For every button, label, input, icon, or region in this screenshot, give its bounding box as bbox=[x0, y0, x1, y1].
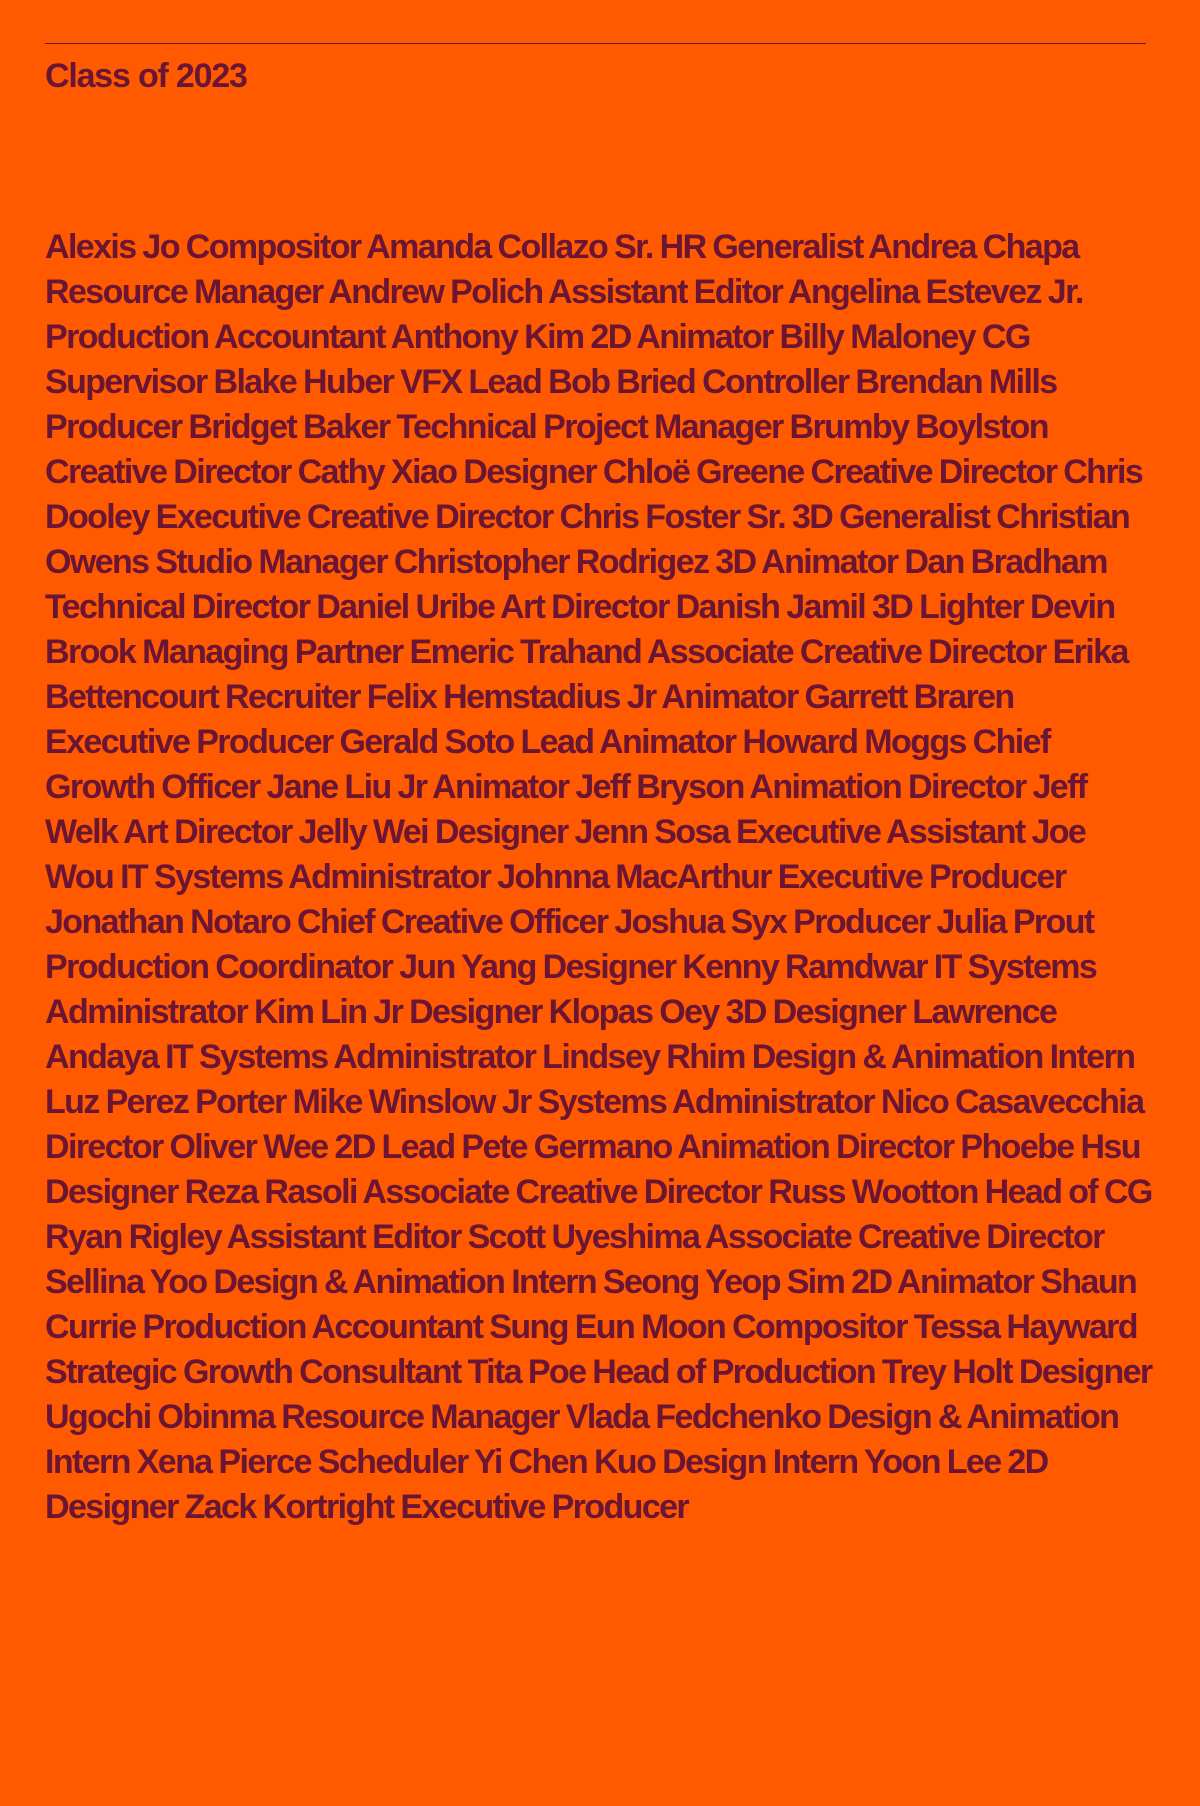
top-divider bbox=[45, 43, 1146, 44]
person-role: Porter bbox=[195, 1083, 286, 1121]
person-name: Amanda Collazo bbox=[366, 228, 608, 266]
person-name: Bridget Baker bbox=[188, 408, 390, 446]
roster-entry bbox=[137, 1443, 468, 1481]
person-role: Production Accountant bbox=[142, 1308, 483, 1346]
person-role: Technical Director bbox=[45, 588, 310, 626]
roster-entry bbox=[614, 903, 929, 941]
roster-entry bbox=[367, 678, 798, 716]
roster-entry bbox=[575, 768, 1025, 806]
roster-entry bbox=[316, 588, 669, 626]
person-role: Jr Designer bbox=[373, 993, 542, 1031]
person-name: Zack Kortright bbox=[184, 1488, 394, 1526]
roster-entry bbox=[169, 1128, 454, 1166]
person-name: Lindsey Rhim bbox=[542, 1038, 745, 1076]
person-role: Executive Producer bbox=[45, 723, 333, 761]
person-name: Jonathan Notaro bbox=[45, 903, 291, 941]
roster-entry bbox=[188, 408, 782, 446]
person-role: Jr Animator bbox=[626, 678, 798, 716]
person-name: Garrett Braren bbox=[804, 678, 1014, 716]
person-name: Shaun Currie bbox=[45, 1263, 1137, 1346]
person-name: Emeric Trahand bbox=[409, 633, 642, 671]
person-role: Jr. Production Accountant bbox=[45, 273, 1083, 356]
person-role: Designer bbox=[542, 948, 676, 986]
roster-entry bbox=[549, 993, 906, 1031]
person-role: Lead Animator bbox=[520, 723, 736, 761]
person-role: Sr. 3D Generalist bbox=[746, 498, 990, 536]
roster-entry bbox=[542, 1038, 1134, 1076]
person-role: Sr. HR Generalist bbox=[614, 228, 863, 266]
roster-entry bbox=[254, 993, 542, 1031]
person-role: Jr Animator bbox=[397, 768, 569, 806]
roster-entry bbox=[45, 1398, 559, 1436]
person-name: Cathy Xiao bbox=[297, 453, 457, 491]
roster-entry bbox=[882, 1353, 1152, 1391]
person-name: Kenny Ramdwar bbox=[682, 948, 927, 986]
person-name: Chris Dooley bbox=[45, 453, 1143, 536]
person-role: Director bbox=[45, 1128, 163, 1166]
person-role: 2D Animator bbox=[851, 1263, 1034, 1301]
person-role: Recruiter bbox=[225, 678, 360, 716]
person-name: Pete Germano bbox=[461, 1128, 672, 1166]
person-role: Executive Creative Director bbox=[155, 498, 553, 536]
roster-entry bbox=[497, 858, 1065, 896]
person-role: Executive Assistant bbox=[735, 813, 1025, 851]
person-role: Compositor bbox=[732, 1308, 907, 1346]
person-role: Creative Director bbox=[45, 453, 291, 491]
person-name: Russ Wootton bbox=[768, 1173, 978, 1211]
roster-entry bbox=[45, 1083, 286, 1121]
person-name: Jun Yang bbox=[399, 948, 536, 986]
person-name: Christian Owens bbox=[45, 498, 1130, 581]
person-role: Compositor bbox=[185, 228, 361, 266]
person-role: Jr Systems Administrator bbox=[501, 1083, 875, 1121]
person-role: Design & Animation Intern bbox=[45, 1398, 1119, 1481]
person-role: 2D Designer bbox=[45, 1443, 1048, 1526]
person-name: Felix Hemstadius bbox=[366, 678, 620, 716]
person-name: Jane Liu bbox=[266, 768, 391, 806]
person-role: Art Director bbox=[122, 813, 292, 851]
person-name: Tessa Hayward bbox=[913, 1308, 1137, 1346]
person-role: 2D Lead bbox=[334, 1128, 455, 1166]
person-name: Seong Yeop Sim bbox=[602, 1263, 845, 1301]
person-name: Lawrence Andaya bbox=[45, 993, 1057, 1076]
roster-entry bbox=[603, 453, 1057, 491]
person-name: Jenn Sosa bbox=[574, 813, 730, 851]
roster-entry bbox=[474, 1443, 858, 1481]
person-role: Assistant Editor bbox=[226, 1218, 461, 1256]
person-role: Assistant Editor bbox=[548, 273, 783, 311]
person-name: Andrew Polich bbox=[328, 273, 543, 311]
person-role: IT Systems Administrator bbox=[45, 948, 1097, 1031]
person-name: Danish Jamil bbox=[675, 588, 866, 626]
person-role: Technical Project Manager bbox=[396, 408, 783, 446]
roster-entry bbox=[328, 273, 782, 311]
person-name: Chris Foster bbox=[559, 498, 740, 536]
roster-entry bbox=[185, 1173, 762, 1211]
person-role: 3D Lighter bbox=[872, 588, 1024, 626]
person-name: Ryan Rigley bbox=[45, 1218, 222, 1256]
person-role: Animation Director bbox=[749, 768, 1026, 806]
person-role: 3D Animator bbox=[715, 543, 898, 581]
person-role: VFX Lead bbox=[400, 363, 542, 401]
person-name: Kim Lin bbox=[253, 993, 367, 1031]
person-role: 2D Animator bbox=[590, 318, 773, 356]
page-title: Class of 2023 bbox=[45, 57, 247, 95]
roster-entry bbox=[468, 1353, 875, 1391]
person-role: Controller bbox=[702, 363, 849, 401]
person-role: Producer bbox=[45, 408, 182, 446]
roster-entry bbox=[299, 813, 568, 851]
roster-entry bbox=[603, 1263, 1034, 1301]
roster-entry bbox=[340, 723, 736, 761]
roster-entry bbox=[410, 633, 1046, 671]
person-name: Gerald Soto bbox=[339, 723, 514, 761]
person-name: Jelly Wei bbox=[298, 813, 429, 851]
person-role: IT Systems Administrator bbox=[165, 1038, 536, 1076]
person-name: Angelina Estevez bbox=[787, 273, 1041, 311]
person-name: Xena Pierce bbox=[136, 1443, 311, 1481]
person-name: Reza Rasoli bbox=[184, 1173, 357, 1211]
person-name: Oliver Wee bbox=[169, 1128, 328, 1166]
person-name: Devin Brook bbox=[45, 588, 1115, 671]
person-name: Luz Perez bbox=[45, 1083, 189, 1121]
person-role: Executive Producer bbox=[777, 858, 1066, 896]
person-name: Yi Chen Kuo bbox=[474, 1443, 656, 1481]
person-name: Christopher Rodrigez bbox=[393, 543, 709, 581]
person-role: IT Systems Administrator bbox=[120, 858, 491, 896]
roster-entry bbox=[366, 228, 863, 266]
person-name: Brendan Mills bbox=[855, 363, 1057, 401]
person-role: Art Director bbox=[500, 588, 669, 626]
person-name: Bob Bried bbox=[548, 363, 696, 401]
person-name: Yoon Lee bbox=[863, 1443, 1001, 1481]
person-role: Strategic Growth Consultant bbox=[45, 1353, 461, 1391]
roster-entry bbox=[185, 1488, 689, 1526]
roster-entry bbox=[45, 903, 607, 941]
person-role: 3D Designer bbox=[725, 993, 906, 1031]
person-role: Resource Manager bbox=[281, 1398, 559, 1436]
roster-entry bbox=[768, 1173, 1152, 1211]
person-name: Trey Holt bbox=[881, 1353, 1012, 1391]
person-name: Joshua Syx bbox=[614, 903, 787, 941]
person-role: Design & Animation Intern bbox=[213, 1263, 597, 1301]
person-name: Julia Prout bbox=[936, 903, 1094, 941]
person-role: Producer bbox=[793, 903, 930, 941]
person-role: Head of Production bbox=[592, 1353, 876, 1391]
person-name: Erika Bettencourt bbox=[45, 633, 1128, 716]
person-name: Mike Winslow bbox=[292, 1083, 495, 1121]
person-role: Studio Manager bbox=[155, 543, 387, 581]
person-role: CG Supervisor bbox=[45, 318, 1030, 401]
person-name: Sellina Yoo bbox=[45, 1263, 207, 1301]
person-name: Howard Moggs bbox=[742, 723, 966, 761]
person-name: Ugochi Obinma bbox=[45, 1398, 275, 1436]
person-role: Chief Creative Officer bbox=[296, 903, 608, 941]
person-name: Scott Uyeshima bbox=[467, 1218, 700, 1256]
person-role: Design & Animation Intern bbox=[751, 1038, 1135, 1076]
roster-entry bbox=[560, 498, 990, 536]
roster-entry bbox=[213, 363, 541, 401]
roster-entry bbox=[391, 318, 773, 356]
person-role: Chief Growth Officer bbox=[45, 723, 1050, 806]
person-role: Head of CG bbox=[984, 1173, 1152, 1211]
person-name: Vlada Fedchenko bbox=[565, 1398, 821, 1436]
roster-entry bbox=[468, 1218, 1104, 1256]
person-name: Daniel Uribe bbox=[316, 588, 495, 626]
person-name: Alexis Jo bbox=[45, 228, 179, 266]
person-name: Dan Bradham bbox=[904, 543, 1107, 581]
person-name: Chloë Greene bbox=[602, 453, 804, 491]
person-role: Creative Director bbox=[810, 453, 1057, 491]
person-role: Managing Partner bbox=[142, 633, 403, 671]
person-name: Phoebe Hsu bbox=[960, 1128, 1140, 1166]
roster-entry bbox=[394, 543, 898, 581]
person-name: Jeff Welk bbox=[45, 768, 1087, 851]
roster-entry bbox=[399, 948, 675, 986]
person-role: Production Coordinator bbox=[45, 948, 393, 986]
person-role: Designer bbox=[463, 453, 596, 491]
roster-entry bbox=[548, 363, 848, 401]
person-name: Klopas Oey bbox=[548, 993, 719, 1031]
person-name: Joe Wou bbox=[45, 813, 1086, 896]
roster-entry bbox=[293, 1083, 874, 1121]
person-role: Associate Creative Director bbox=[704, 1218, 1104, 1256]
person-role: Designer bbox=[45, 1173, 178, 1211]
person-role: Resource Manager bbox=[45, 273, 323, 311]
person-role: Design Intern bbox=[662, 1443, 858, 1481]
roster-entry bbox=[676, 588, 1024, 626]
roster-entry bbox=[266, 768, 568, 806]
person-role: Executive Producer bbox=[400, 1488, 689, 1526]
person-role: Associate Creative Director bbox=[362, 1173, 762, 1211]
roster-entry bbox=[298, 453, 596, 491]
person-role: Animation Director bbox=[677, 1128, 954, 1166]
roster-entry bbox=[461, 1128, 953, 1166]
person-name: Jeff Bryson bbox=[575, 768, 744, 806]
person-role: Designer bbox=[434, 813, 568, 851]
roster-entry bbox=[45, 1218, 461, 1256]
person-role: Scheduler bbox=[317, 1443, 468, 1481]
person-name: Billy Maloney bbox=[779, 318, 976, 356]
roster-entry bbox=[45, 228, 361, 266]
person-name: Andrea Chapa bbox=[868, 228, 1079, 266]
person-name: Blake Huber bbox=[213, 363, 394, 401]
person-name: Brumby Boylston bbox=[789, 408, 1048, 446]
roster-entry bbox=[489, 1308, 907, 1346]
roster-entry bbox=[45, 1263, 596, 1301]
team-roster bbox=[45, 225, 1155, 1530]
person-name: Nico Casavecchia bbox=[880, 1083, 1144, 1121]
person-role: Associate Creative Director bbox=[646, 633, 1046, 671]
person-name: Tita Poe bbox=[467, 1353, 586, 1391]
person-role: Designer bbox=[1018, 1353, 1152, 1391]
person-name: Johnna MacArthur bbox=[497, 858, 771, 896]
person-name: Anthony Kim bbox=[390, 318, 584, 356]
person-name: Sung Eun Moon bbox=[489, 1308, 726, 1346]
page-content bbox=[45, 0, 1155, 1806]
roster-entry bbox=[574, 813, 1024, 851]
